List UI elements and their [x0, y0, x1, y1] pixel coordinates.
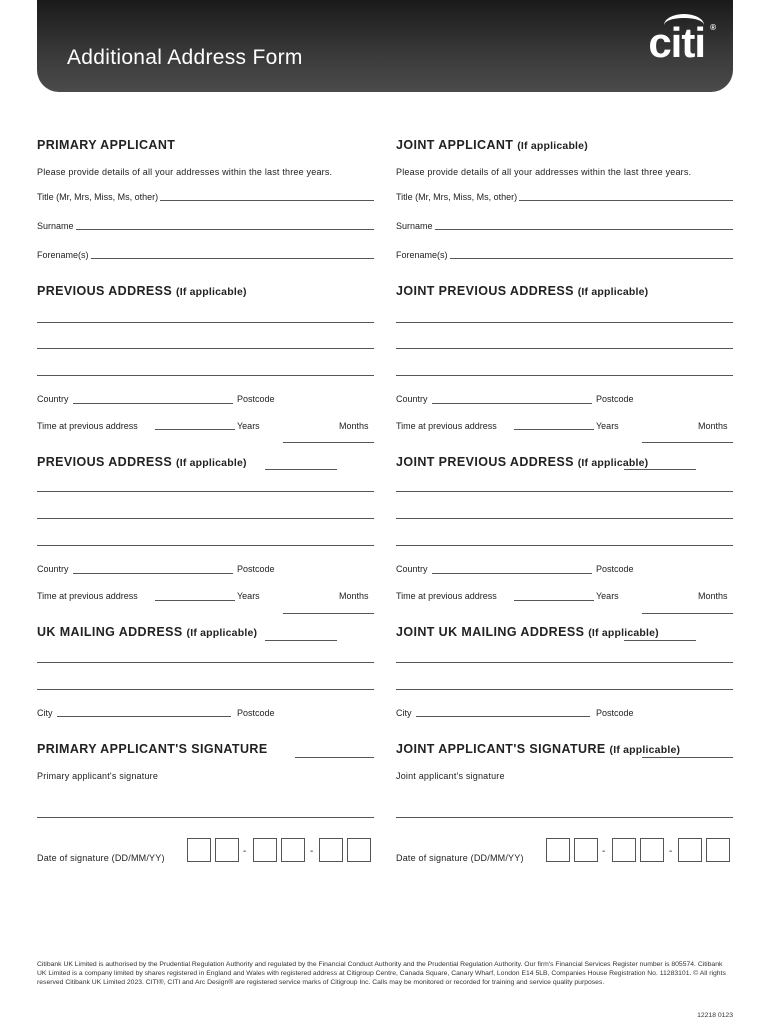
joint-forenames-label: Forename(s) [396, 250, 448, 260]
joint-date-dash2: - [669, 846, 673, 857]
joint-date-y2[interactable] [706, 838, 730, 862]
joint-intro-text: Please provide details of all your addresses within the last three years. [396, 167, 692, 177]
primary-forenames-label: Forename(s) [37, 250, 89, 260]
primary-date-m2[interactable] [281, 838, 305, 862]
primary-mailing-line2[interactable] [37, 689, 374, 690]
joint-mailing-postcode-label: Postcode [596, 708, 634, 718]
joint-mailing-line1[interactable] [396, 662, 733, 663]
primary-prev1-line2[interactable] [37, 348, 374, 349]
primary-prev1-heading: PREVIOUS ADDRESS (If applicable) [37, 284, 247, 298]
primary-surname-field[interactable] [37, 229, 374, 230]
primary-date-m1[interactable] [253, 838, 277, 862]
joint-prev2-heading-line [624, 469, 696, 470]
primary-intro-text: Please provide details of all your addresses within the last three years. [37, 167, 333, 177]
joint-prev2-postcode-label: Postcode [596, 564, 634, 574]
primary-applicant-column [37, 0, 374, 1024]
primary-mailing-line1[interactable] [37, 662, 374, 663]
primary-date-d1[interactable] [187, 838, 211, 862]
joint-prev1-time-label: Time at previous address [396, 421, 497, 431]
form-code: 12218 0123 [697, 1012, 733, 1019]
joint-prev1-postcode-label: Postcode [596, 394, 634, 404]
primary-prev1-country-field[interactable] [73, 403, 233, 404]
joint-mailing-heading: JOINT UK MAILING ADDRESS (If applicable) [396, 625, 659, 639]
primary-prev2-months-label: Months [339, 591, 369, 601]
primary-prev2-years-label: Years [237, 591, 260, 601]
primary-prev1-postcode-label: Postcode [237, 394, 275, 404]
joint-mailing-heading-line [624, 640, 696, 641]
joint-prev2-country-field[interactable] [432, 573, 592, 574]
joint-date-d2[interactable] [574, 838, 598, 862]
joint-prev2-line3[interactable] [396, 545, 733, 546]
primary-prev1-months-field[interactable] [283, 442, 374, 443]
joint-prev1-years-label: Years [596, 421, 619, 431]
primary-signature-heading-line [295, 757, 374, 758]
primary-prev1-months-label: Months [339, 421, 369, 431]
joint-date-label: Date of signature (DD/MM/YY) [396, 853, 524, 863]
joint-date-m2[interactable] [640, 838, 664, 862]
primary-prev2-country-field[interactable] [73, 573, 233, 574]
primary-mailing-heading-line [265, 640, 337, 641]
primary-prev2-time-label: Time at previous address [37, 591, 138, 601]
joint-prev2-country-label: Country [396, 564, 428, 574]
joint-prev1-country-field[interactable] [432, 403, 592, 404]
primary-surname-label: Surname [37, 221, 74, 231]
joint-prev1-heading: JOINT PREVIOUS ADDRESS (If applicable) [396, 284, 649, 298]
primary-prev1-country-label: Country [37, 394, 69, 404]
primary-date-label: Date of signature (DD/MM/YY) [37, 853, 165, 863]
primary-prev2-heading-line [265, 469, 337, 470]
primary-prev2-line2[interactable] [37, 518, 374, 519]
primary-prev2-line3[interactable] [37, 545, 374, 546]
primary-prev2-postcode-label: Postcode [237, 564, 275, 574]
primary-mailing-city-field[interactable] [57, 716, 231, 717]
joint-prev2-line2[interactable] [396, 518, 733, 519]
joint-signature-heading: JOINT APPLICANT'S SIGNATURE (If applicable) [396, 742, 681, 756]
joint-applicant-heading: JOINT APPLICANT (If applicable) [396, 138, 588, 152]
primary-mailing-heading: UK MAILING ADDRESS (If applicable) [37, 625, 258, 639]
primary-signature-label: Primary applicant's signature [37, 771, 159, 781]
joint-prev1-years-field[interactable] [514, 429, 594, 430]
primary-title-label: Title (Mr, Mrs, Miss, Ms, other) [37, 192, 159, 202]
joint-date-dash1: - [602, 846, 606, 857]
joint-prev1-months-field[interactable] [642, 442, 733, 443]
primary-prev1-years-field[interactable] [155, 429, 235, 430]
joint-title-label: Title (Mr, Mrs, Miss, Ms, other) [396, 192, 518, 202]
joint-mailing-city-field[interactable] [416, 716, 590, 717]
joint-signature-field[interactable] [396, 817, 733, 818]
joint-prev2-heading: JOINT PREVIOUS ADDRESS (If applicable) [396, 455, 649, 469]
joint-mailing-line2[interactable] [396, 689, 733, 690]
primary-signature-field[interactable] [37, 817, 374, 818]
joint-prev2-years-label: Years [596, 591, 619, 601]
primary-prev1-line3[interactable] [37, 375, 374, 376]
joint-prev1-line3[interactable] [396, 375, 733, 376]
primary-mailing-postcode-label: Postcode [237, 708, 275, 718]
primary-date-y1[interactable] [319, 838, 343, 862]
joint-prev1-country-label: Country [396, 394, 428, 404]
primary-prev2-line1[interactable] [37, 491, 374, 492]
primary-mailing-city-label: City [37, 708, 53, 718]
joint-date-y1[interactable] [678, 838, 702, 862]
joint-prev2-line1[interactable] [396, 491, 733, 492]
joint-applicant-column [396, 0, 733, 1024]
joint-surname-field[interactable] [396, 229, 733, 230]
joint-signature-label: Joint applicant's signature [396, 771, 505, 781]
primary-applicant-heading: PRIMARY APPLICANT [37, 138, 176, 152]
joint-prev2-months-field[interactable] [642, 613, 733, 614]
joint-prev1-line1[interactable] [396, 322, 733, 323]
joint-mailing-city-label: City [396, 708, 412, 718]
primary-date-y2[interactable] [347, 838, 371, 862]
joint-date-d1[interactable] [546, 838, 570, 862]
primary-prev2-country-label: Country [37, 564, 69, 574]
footer-disclaimer: Citibank UK Limited is authorised by the Prudential Regulation Authority and regulated by the Financial Conduct Authority and the Prudential Regulation Authority. Our firm's Financial Services Register number is 805574. Citibank UK Limited is a company limited by shares registered in England and Wales with registered address at Citigroup Centre, Canada Square, Canary Wharf, London E14 5LB, Companies House Registration No. 11283101. © All rights reserved Citibank UK Limited 2023. CITI®, CITI and Arc Design® are registered service marks of Citigroup Inc. Calls may be monitored or recorded for training and service quality purposes. [37, 961, 726, 986]
joint-prev2-time-label: Time at previous address [396, 591, 497, 601]
joint-prev1-line2[interactable] [396, 348, 733, 349]
joint-surname-label: Surname [396, 221, 433, 231]
primary-prev2-years-field[interactable] [155, 600, 235, 601]
primary-date-dash1: - [243, 846, 247, 857]
joint-prev1-months-label: Months [698, 421, 728, 431]
citi-logo: citi ® [648, 22, 705, 64]
joint-date-m1[interactable] [612, 838, 636, 862]
form-title: Additional Address Form [67, 46, 303, 69]
primary-prev1-years-label: Years [237, 421, 260, 431]
primary-prev2-heading: PREVIOUS ADDRESS (If applicable) [37, 455, 247, 469]
primary-date-dash2: - [310, 846, 314, 857]
primary-prev1-time-label: Time at previous address [37, 421, 138, 431]
primary-prev1-line1[interactable] [37, 322, 374, 323]
joint-prev2-years-field[interactable] [514, 600, 594, 601]
primary-signature-heading: PRIMARY APPLICANT'S SIGNATURE [37, 742, 268, 756]
primary-prev2-months-field[interactable] [283, 613, 374, 614]
primary-date-d2[interactable] [215, 838, 239, 862]
joint-prev2-months-label: Months [698, 591, 728, 601]
joint-signature-heading-line [642, 757, 733, 758]
